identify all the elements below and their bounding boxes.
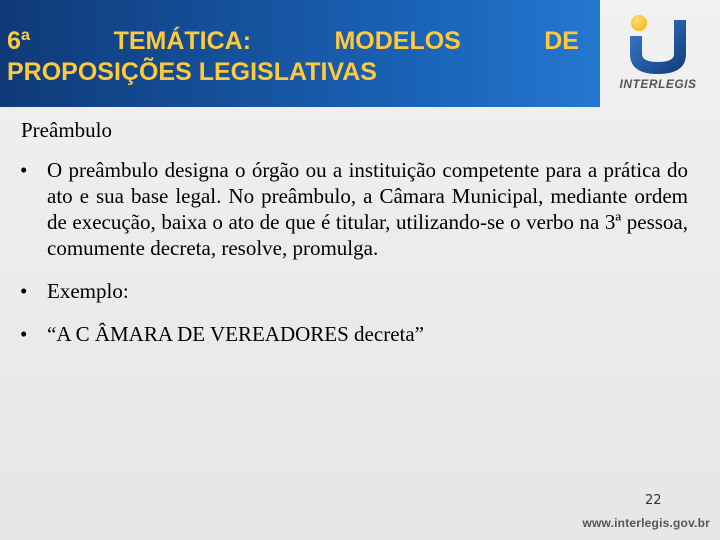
list-item — [20, 278, 688, 304]
section-heading: Preâmbulo — [21, 118, 112, 142]
slide-title — [7, 26, 579, 88]
bullet-list — [20, 157, 688, 364]
header-banner — [0, 0, 600, 107]
bullet-text: “A C ÂMARA DE VEREADORES decreta” — [47, 322, 424, 346]
title-word: MODELOS — [334, 27, 461, 55]
footer-url[interactable]: www.interlegis.gov.br — [582, 516, 710, 530]
interlegis-logo-icon — [612, 14, 712, 76]
bullet-icon: • — [20, 322, 28, 346]
page-number: 22 — [645, 493, 662, 508]
interlegis-logo — [612, 14, 712, 104]
bullet-text: O preâmbulo designa o órgão ou a instituição competente para a prática do ato e sua base legal. No preâmbulo, a Câmara Municipal, mediante ordem de execução, baixa o ato de que é titular, utilizando-se o verbo na 3ª pessoa, comumente decreta, resolve, promulga. — [47, 158, 688, 260]
bullet-icon: • — [20, 279, 28, 303]
title-line-1 — [7, 26, 579, 57]
list-item — [20, 321, 688, 347]
title-word: DE — [544, 27, 579, 55]
title-word: 6ª — [7, 27, 31, 55]
bullet-text: Exemplo: — [47, 279, 129, 303]
bullet-icon: • — [20, 158, 28, 182]
logo-text: INTERLEGIS — [619, 77, 697, 91]
title-line-2: PROPOSIÇÕES LEGISLATIVAS — [7, 58, 377, 86]
title-word: TEMÁTICA: — [113, 27, 252, 55]
list-item — [20, 157, 688, 261]
